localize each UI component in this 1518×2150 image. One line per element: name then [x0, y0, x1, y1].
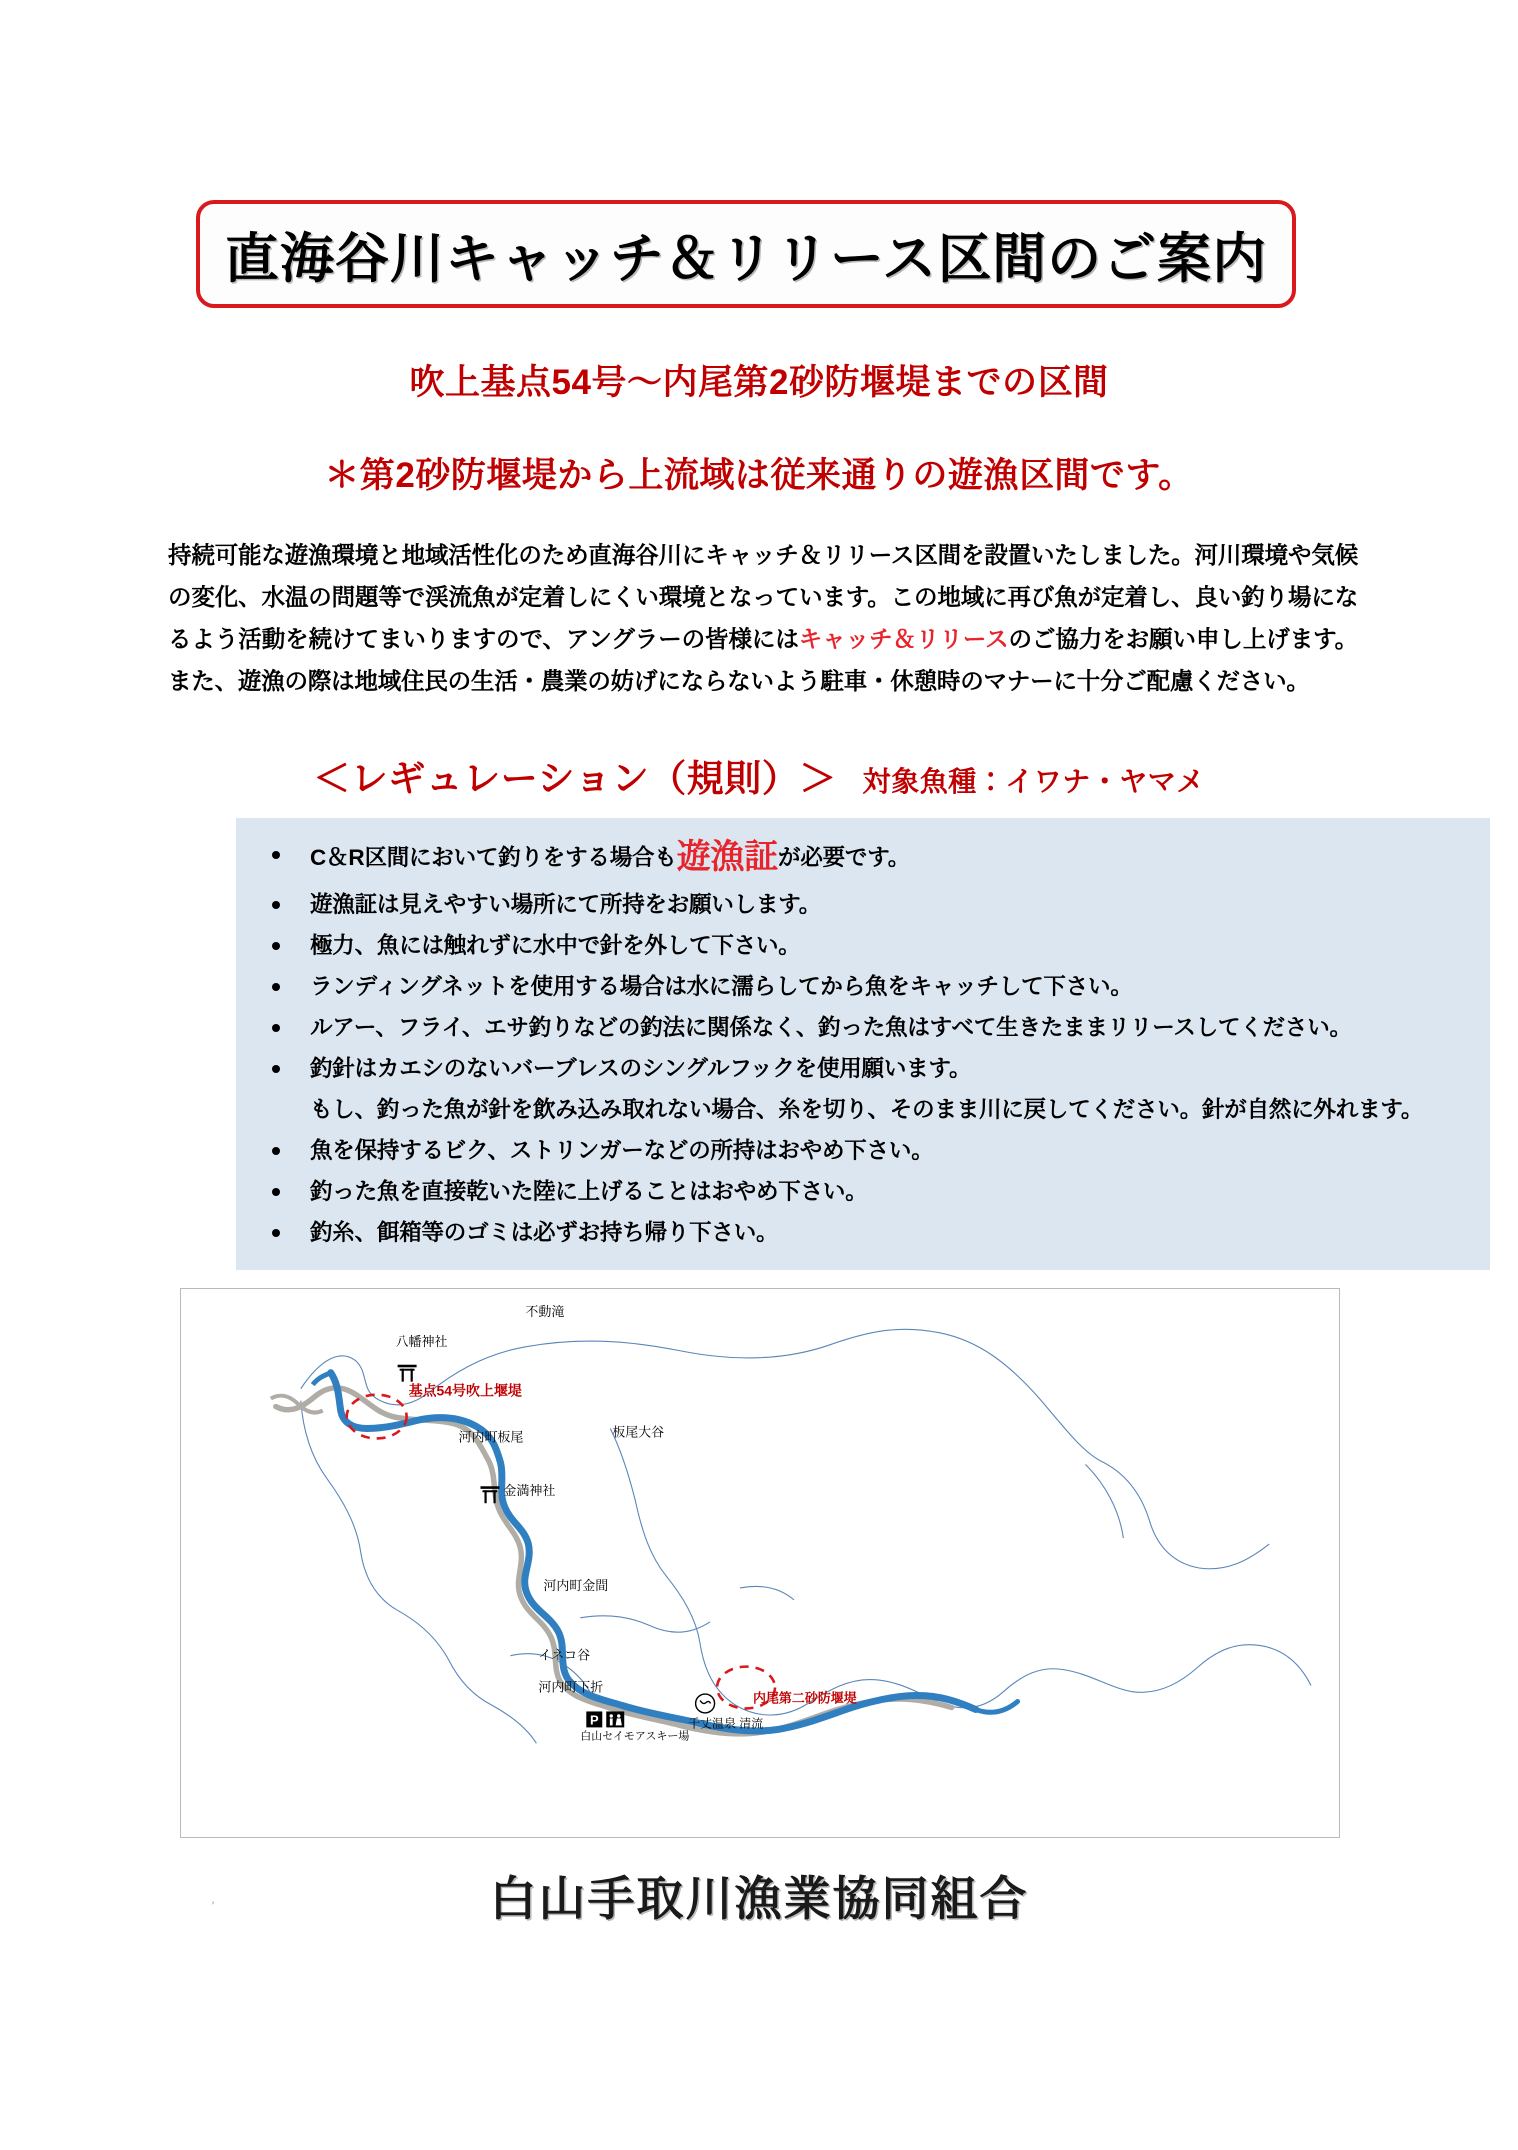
rule-text: 釣糸、餌箱等のゴミは必ずお持ち帰り下さい。 — [310, 1220, 779, 1245]
bullet-icon — [272, 942, 280, 950]
intro-paragraph-part2: のご協力をお願い申し上げます。また、遊漁の際は地域住民の生活・農業の妨げにならないよう駐車・休憩時のマナーに十分ご配慮ください。 — [168, 626, 1358, 694]
river-map-svg — [181, 1289, 1339, 1837]
restroom-icon — [606, 1711, 624, 1727]
document-title-box — [196, 200, 1296, 308]
rule-text: 極力、魚には触れずに水中で針を外して下さい。 — [310, 933, 801, 958]
onsen-icon — [696, 1694, 715, 1713]
map-label: 白山セイモアスキー場 — [580, 1730, 690, 1743]
map-label: 河内町下折 — [538, 1679, 604, 1695]
rule-text: ランディングネットを使用する場合は水に濡らしてから魚をキャッチして下さい。 — [310, 974, 1133, 999]
map-label: 八幡神社 — [395, 1333, 448, 1349]
footer-organization: 白山手取川漁業協同組合 — [489, 1872, 1029, 1925]
map-label: 金満神社 — [503, 1483, 556, 1499]
river-map — [180, 1288, 1340, 1838]
map-label: 河内町板尾 — [458, 1429, 524, 1445]
parking-icon — [586, 1711, 602, 1727]
rule-text-post: が必要です。 — [778, 845, 911, 870]
bullet-icon — [272, 901, 280, 909]
bullet-icon — [272, 851, 280, 859]
subtitle-upstream-note: ＊第2砂防堰堤から上流域は従来通りの遊漁区間です。 — [324, 456, 1194, 495]
map-label: 河内町金間 — [543, 1577, 609, 1593]
regulation-heading-main: ＜レギュレーション（規則）＞ — [313, 758, 837, 799]
bullet-icon — [272, 1188, 280, 1196]
regulation-heading — [0, 748, 1518, 802]
rule-item — [236, 972, 1490, 1002]
bullet-icon — [272, 983, 280, 991]
rule-item — [236, 1013, 1490, 1043]
intro-paragraph-highlight: キャッチ＆リリース — [798, 626, 1009, 652]
svg-text:P: P — [589, 1712, 599, 1728]
intro-paragraph-part1: 持続可能な遊漁環境と地域活性化のため直海谷川にキャッチ＆リリース区間を設置いたしました。河川環境や気候の変化、水温の問題等で渓流魚が定着しにくい環境となっています。この地域に再び魚が定着し、良い釣り場になるよう活動を続けてまいりますので、アングラーの皆様には — [168, 542, 1358, 652]
page-title: 直海谷川キャッチ＆リリース区間のご案内 — [224, 228, 1268, 289]
map-label: 板尾大谷 — [612, 1424, 665, 1440]
map-label: 内尾第二砂防堰堤 — [753, 1690, 857, 1706]
rule-item — [236, 931, 1490, 961]
rule-item — [236, 1054, 1490, 1084]
map-river-downstream — [976, 1701, 1018, 1712]
map-label: イネコ谷 — [538, 1647, 591, 1663]
rule-text: ルアー、フライ、エサ釣りなどの釣法に関係なく、釣った魚はすべて生きたままリリースしてください。 — [310, 1015, 1352, 1040]
intro-paragraph — [168, 534, 1358, 702]
rule-item — [236, 1177, 1490, 1207]
target-species-label: 対象魚種：イワナ・ヤマメ — [862, 766, 1205, 797]
rule-continuation-text: もし、釣った魚が針を飲み込み取れない場合、糸を切り、そのまま川に戻してください。針が自然に外れます。 — [310, 1097, 1424, 1122]
torii-icon — [398, 1365, 417, 1382]
rule-item — [236, 890, 1490, 920]
page-artifact-mark: ′ — [212, 1900, 215, 1912]
rule-text-pre: C＆R区間において釣りをする場合も — [310, 845, 677, 870]
map-label: 不動滝 — [525, 1303, 565, 1319]
rule-text: 釣った魚を直接乾いた陸に上げることはおやめ下さい。 — [310, 1179, 868, 1204]
bullet-icon — [272, 1229, 280, 1237]
regulation-rules-box — [236, 818, 1490, 1270]
rule-text: 釣針はカエシのないバーブレスのシングルフックを使用願います。 — [310, 1056, 972, 1081]
bullet-icon — [272, 1065, 280, 1073]
map-label: 基点54号吹上堰堤 — [408, 1382, 522, 1399]
rule-text: 遊漁証は見えやすい場所にて所持をお願いします。 — [310, 892, 822, 917]
rule-emphasis-license: 遊漁証 — [676, 838, 779, 876]
rule-text: 魚を保持するビク、ストリンガーなどの所持はおやめ下さい。 — [310, 1138, 934, 1163]
map-label: 千丈温泉 清流 — [688, 1716, 764, 1731]
rule-item — [236, 840, 1490, 874]
map-river-headwater — [313, 1373, 331, 1385]
rule-continuation — [236, 1095, 1490, 1125]
bullet-icon — [272, 1147, 280, 1155]
subtitle-section-range: 吹上基点54号～内尾第2砂防堰堤までの区間 — [409, 363, 1109, 402]
map-label-group — [396, 1304, 857, 1742]
rule-item — [236, 1136, 1490, 1166]
bullet-icon — [272, 1024, 280, 1032]
rule-item — [236, 1218, 1490, 1248]
